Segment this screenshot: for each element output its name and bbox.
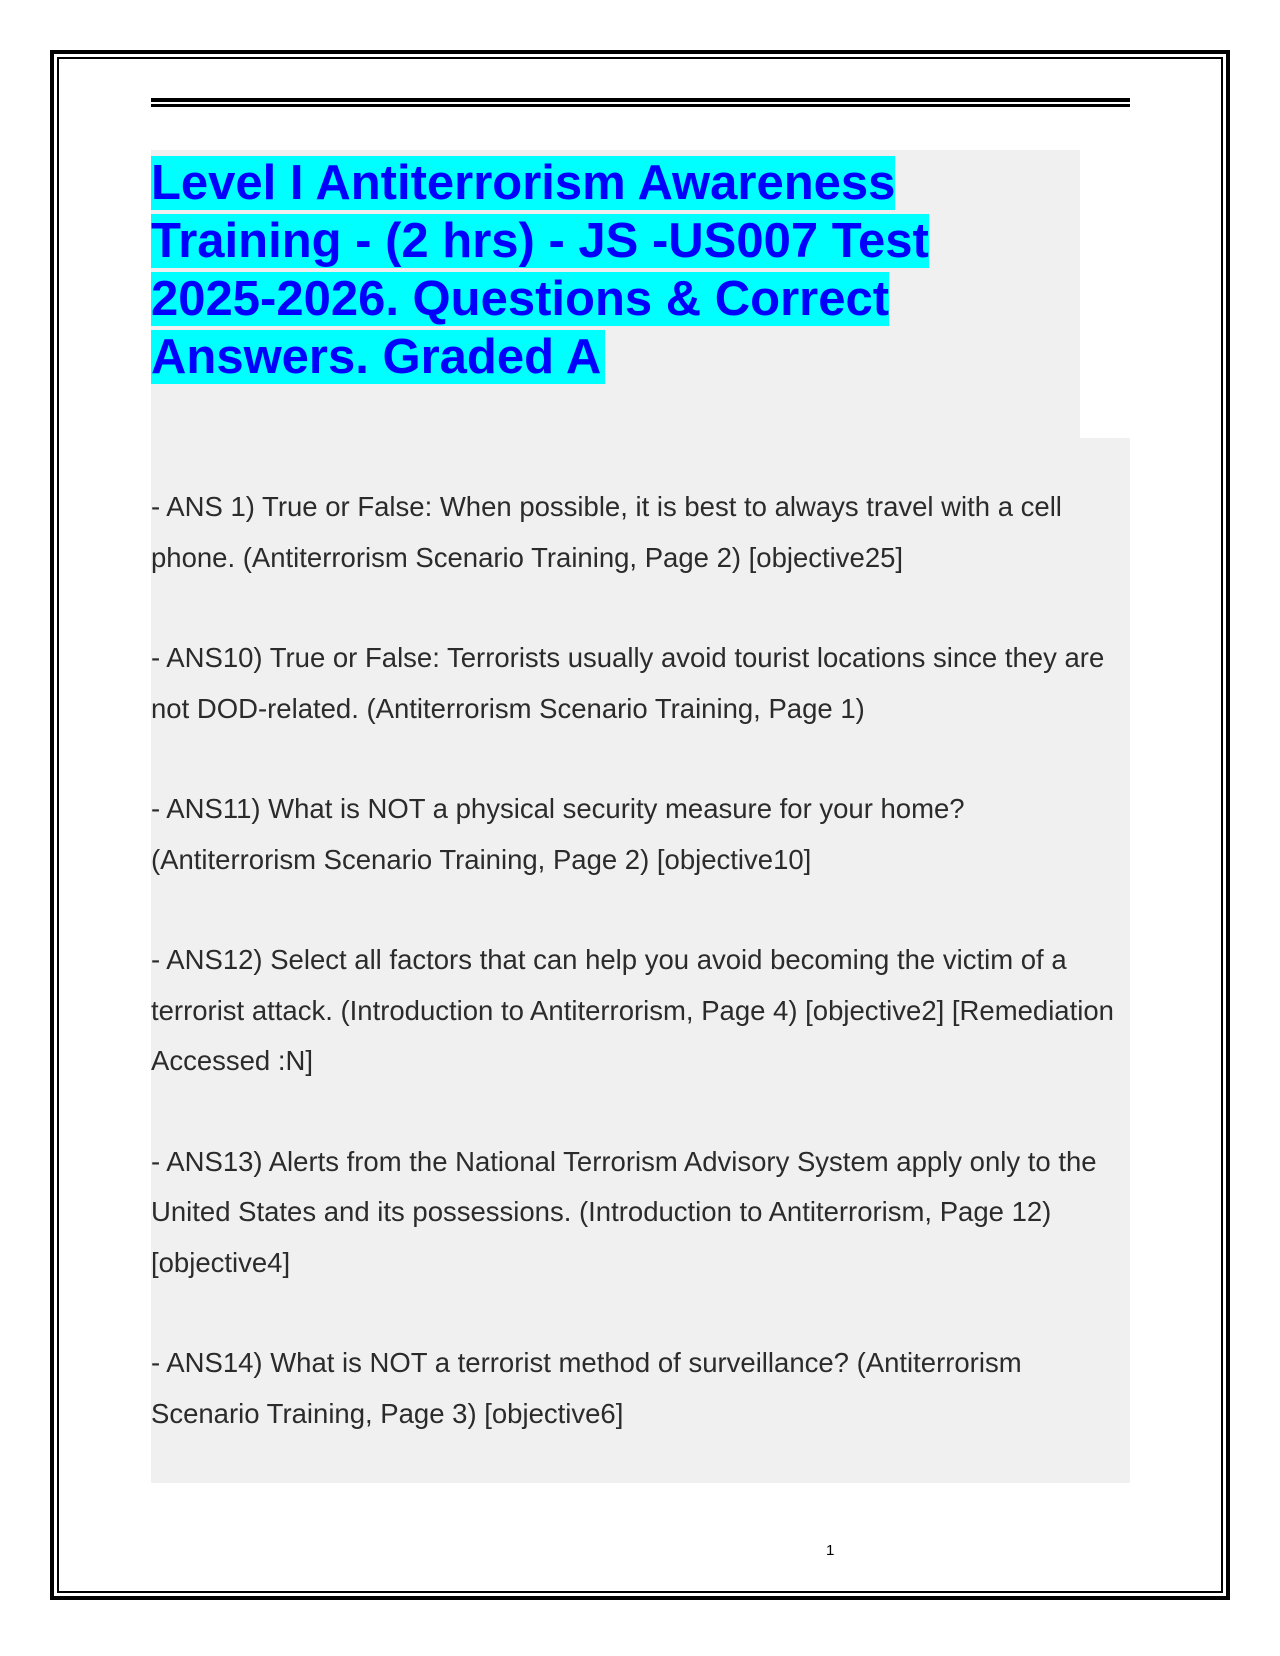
question-item: - ANS13) Alerts from the National Terrorism Advisory System apply only to the United States and its possessions. (Introduction to Antiterrorism, Page 12) [objective4] xyxy=(151,1145,1097,1278)
question-item: - ANS11) What is NOT a physical security measure for your home? (Antiterrorism Scenario Training, Page 2) [objective10] xyxy=(151,793,965,875)
document-title-text: Level I Antiterrorism Awareness Training - (2 hrs) - JS -US007 Test 2025-2026. Questions & Correct Answers. Graded A xyxy=(151,156,929,384)
header-rule-thin xyxy=(151,104,1130,107)
question-item: - ANS 1) True or False: When possible, it is best to always travel with a cell phone. (Antiterrorism Scenario Training, Page 2) [objective25] xyxy=(151,491,1062,573)
question-item: - ANS12) Select all factors that can help you avoid becoming the victim of a terrorist attack. (Introduction to Antiterrorism, Page 4) [objective2] [Remediation Accessed :N] xyxy=(151,944,1114,1076)
header-rule-thick xyxy=(151,98,1130,102)
question-item: - ANS14) What is NOT a terrorist method of surveillance? (Antiterrorism Scenario Training, Page 3) [objective6] xyxy=(151,1347,1022,1429)
document-title xyxy=(151,154,1021,386)
question-list xyxy=(151,482,1136,1489)
page-number: 1 xyxy=(826,1542,835,1559)
question-item: - ANS10) True or False: Terrorists usually avoid tourist locations since they are not DOD-related. (Antiterrorism Scenario Training, Page 1) xyxy=(151,642,1105,724)
